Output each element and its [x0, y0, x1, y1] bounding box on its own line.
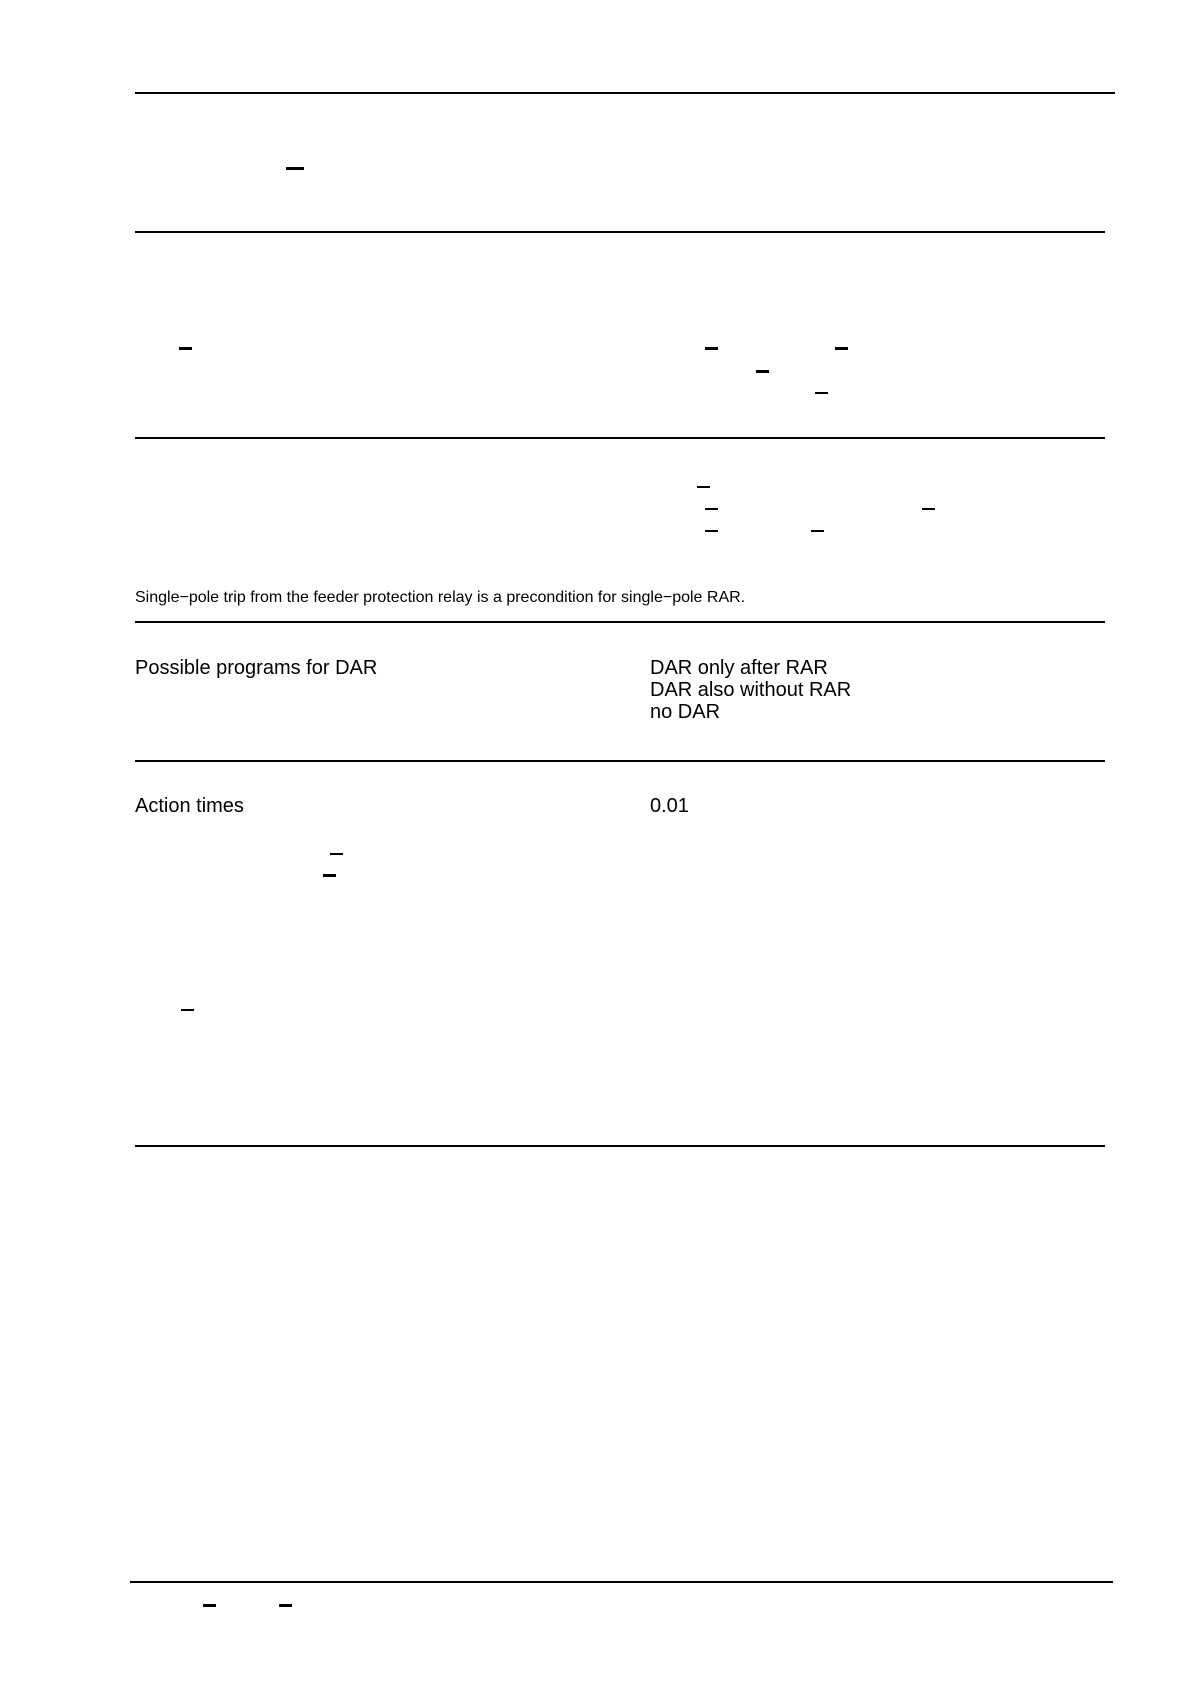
dash-mark: [705, 530, 718, 532]
footer-dash-mark: [279, 1604, 292, 1607]
dash-mark: [815, 392, 828, 394]
dash-mark: [811, 530, 824, 532]
dash-mark: [697, 486, 710, 488]
dar-option: DAR also without RAR: [650, 679, 852, 701]
dar-programs-label: Possible programs for DAR: [135, 657, 378, 679]
section-divider-1: [135, 231, 1105, 233]
action-times-value: 0.01: [650, 795, 689, 817]
section-divider-2: [135, 437, 1105, 439]
header-rule: [135, 92, 1115, 94]
header-dash-mark: [286, 167, 304, 170]
dash-mark: [330, 853, 343, 855]
dash-mark: [181, 1009, 194, 1011]
dash-mark: [179, 347, 192, 350]
section-divider-3: [135, 621, 1105, 623]
dash-mark: [922, 508, 935, 510]
dash-mark: [756, 370, 769, 373]
section-divider-4: [135, 760, 1105, 762]
dash-mark: [835, 347, 848, 350]
footer-dash-mark: [203, 1604, 216, 1607]
single-pole-trip-note: Single−pole trip from the feeder protection relay is a precondition for single−pole RAR.: [135, 589, 746, 606]
section-divider-5: [135, 1145, 1105, 1147]
dash-mark: [705, 347, 718, 350]
dash-mark: [705, 508, 718, 510]
dar-option: DAR only after RAR: [650, 657, 828, 679]
action-times-label: Action times: [135, 795, 244, 817]
dash-mark: [323, 874, 336, 877]
dar-programs-options: [650, 657, 851, 723]
footer-rule: [130, 1581, 1113, 1583]
dar-option: no DAR: [650, 701, 721, 723]
